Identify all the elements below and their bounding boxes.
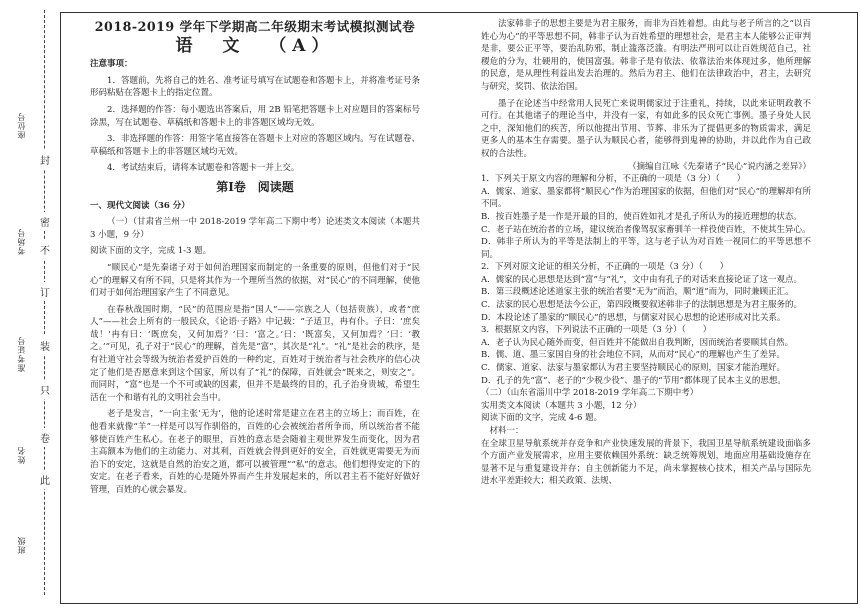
option: B．按百姓墨子是一作是开最的目的，使百姓如礼才是孔子所认为的接近理想的状态。 <box>481 211 802 222</box>
option: C．法家的民心思想是法今公正，第四段概要叙述韩非子的法制思想是为君主服务的。 <box>481 300 803 311</box>
passage-paragraph: 墨子在论述当中经常用人民死亡来说明儒家过于注重礼，持续，以此来证明政教不可行。在其他诸子的理论当中，并没有一家，有如此多的民众死亡事例。墨子身处人民之中，深知他们的疾苦，所以他提出节用、节葬、非乐为了提倡更多的物质需求，满足更多人的基本生存需要。墨子认为顺民心者，能够得到鬼神的协助，并以此作为自己政权的合法性。 <box>481 98 811 159</box>
subject-title <box>90 35 420 56</box>
note-item: 4．考试结束后，请将本试题卷和答题卡一并上交。 <box>107 163 300 174</box>
seal-char: 卷 <box>40 428 50 447</box>
notes-heading: 注意事项： <box>90 59 133 70</box>
question-3: 3．根据原文内容，下列说法不正确的一项是（3 分）（ ） <box>481 325 712 336</box>
part-intro: （二）（山东省淄川中学 2018-2019 学年高二下期中考） <box>481 388 699 399</box>
passage-paragraph: 在春秋战国时期，“民”的范围应是指“国人”——宗族之人（包括贵族），或者“庶人”——社会上所有的一般民众，《论语·子路》中记载：“子适卫，冉有仆。子曰：‘庶矣哉！’冉有曰：‘既庶矣，又何加焉？’曰：‘富之。’曰：‘既富矣，又何加焉？’曰：‘教之。’”可见，孔子对于“民心”的理解，首先是“富”，其次是“礼”。“礼”是社会的秩序，是有社道守社会等级为统治者爱护百姓的一种约定，百姓对于统治者与社会秩序的信心决定了他们是否愿意来到这个国家，所以有了“礼”的保障，百姓就会“既来之，则安之”。而同时，“富”也是一个不可或缺的因素，但并不是最终的目的，孔子治身贵城，希望生活在一个和谐有礼的文明社会当中。 <box>90 304 420 403</box>
passage-source: （摘编自江咏《先秦诸子“民心”说内涵之差异》） <box>628 161 811 172</box>
passage-paragraph: 老子是发言，“一向主张‘无为’，他的论述时常是建立在君主的立场上；而百姓，在他看来就像“羊”一样是可以写作驯俗的，百姓的心会被统治者所争而，所以统治者不能够使百姓产生私心。在老子的眼里，百姓的意志是会随着主观世界发生而变化，因为君主高额本为他们的主动能力、对其利，百姓就会得到更好的安全，百姓就更需要无为而治下的安定，这就是自然的治安之道，都可以被管理”“私”的意志。他们想得安定的下的安定。在老子看来，百姓的心是随外界而产生并发展起来的，所以君主若不能好好做好管理，百姓的心就会暴发。 <box>90 409 420 495</box>
seal-char: 封 <box>40 150 50 169</box>
material-label: 材料一： <box>489 426 524 436</box>
note-item: 3．非选择题的作答：用签字笔直接答在答题卡上对应的答题区域内。写在试题卷、草稿纸和答题卡上的非答题区域均无效。 <box>90 134 420 157</box>
subject-char: 文 <box>222 35 246 56</box>
part-instruction: 阅读下面的文字，完成 4-6 题。 <box>481 413 603 424</box>
seal-char: 不 <box>40 240 50 259</box>
passage-paragraph: 法家韩非子的思想主要是为君主服务，而非为百姓着想。由此与老子所言的之“以百姓心为心”的平等思想不同，韩非子认为百姓希望的理想社会，是君主本人能够公正审判是非，要公正平等，要治乱防邪，制止滥落泛滥。有明法严刑可以让百姓规范自己，社稷危的分为，壮硬用的，使国富强。韩非子是有依法、依靠法治来体现过多，他所理解的民意，是从理性利益出发去治理的。然后为君主、他们在法律政治中，君主，去研究与研究，奖罚、依法治国。 <box>481 19 811 92</box>
exam-room-label: 考场号 <box>17 228 26 255</box>
part-intro: （一）（甘肃省兰州一中 2018-2019 学年高二下期中考）论述类文本阅读（本题共 3 小题，9 分） <box>90 217 420 240</box>
seat-number-label: 座位号 <box>17 112 26 139</box>
seal-char: 密 <box>40 212 50 231</box>
class-label: 班级 <box>17 536 26 554</box>
part-heading: 一、现代文阅读（36 分） <box>90 200 190 211</box>
option: D．孔子的先“富”、老子的“少税少役”、墨子的“节用”都体现了民本主义的思想。 <box>481 375 786 386</box>
seal-char: 此 <box>40 470 50 489</box>
binding-margin <box>0 0 60 608</box>
option: D．本段论述了墨家的“顺民心”的思想，与儒家对民心思想的论述形成对比关系。 <box>481 312 786 323</box>
option: C．老子站在统治者的立场，建议统治者像驾驭家畜驯羊一样役使百姓，不使其生异心。 <box>481 224 811 235</box>
part-type: 实用类文本阅读（本题共 3 小题，12 分） <box>481 400 642 411</box>
option: D．韩非子所认为的平等是法制上的平等，这与老子认为对百姓一视同仁的平等思想不同。 <box>481 237 811 260</box>
option: B．儒、道、墨三家国自身的社会地位不同，从而对“民心”的理解也产生了差异。 <box>481 350 785 361</box>
subject-char: 语 <box>175 35 199 56</box>
option: C．儒家、道家、法家与墨家都认为君主要坚持顺民心的原则，国家才能治理好。 <box>481 363 786 374</box>
seal-char: 订 <box>40 282 50 301</box>
right-column <box>481 18 811 488</box>
note-item: 2．选择题的作答：每小题选出答案后，用 2B 铅笔把答题卡上对应题目的答案标号涂黑，写在试题卷、草稿纸和答题卡上的非答题区域均无效。 <box>90 104 420 128</box>
option: A．老子认为民心随外而变，但百姓并不能做出自我判断，因而统治者要顺其自然。 <box>481 337 794 348</box>
option: A．儒家、道家、墨家都将“顺民心”作为治理国家的依据，但他们对“民心”的理解却有所不同。 <box>481 186 811 210</box>
option: B．第三段概述论述道家主张的统治者要“无为”而治，顺“道”而为，同时兼顾正汇。 <box>481 287 794 298</box>
passage-paragraph: “顺民心”是先秦诸子对于如何治理国家而制定的一条重要的原则，但他们对于“民心”的理解又有所不同，只是将其作为一个理所当然的依据，对“民心”的不同理解，使他们对于如何治理国家产生了不同意见。 <box>90 262 420 299</box>
question-1: 1．下列关于原文内容的理解和分析，不正确的一项是（3 分）（ ） <box>481 174 746 185</box>
name-label: 姓名 <box>17 446 26 464</box>
section-title: 第Ⅰ卷 阅读题 <box>216 179 294 194</box>
exam-title: 2018-2019 学年下学期高二年级期末考试模拟测试卷 <box>94 19 416 34</box>
material-paragraph: 在全球卫星导航系统并存竞争和产业快速发展的背景下，我国卫星导航系统建设面临多个方面产业发展需求，应用主要依赖国外系统：缺乏统筹规划，地面应用基础设施存在显著不足与重复建设并存；自主创新能力不足，尚未掌握核心技术，相关产品与国际先进水平差距较大；相关政策、法规、 <box>481 438 811 487</box>
subject-version: （A） <box>269 35 335 56</box>
note-item: 1．答题前，先将自己的姓名、准考证号填写在试题卷和答题卡上，并将准考证号条形码粘贴在答题卡上的指定位置。 <box>90 75 420 99</box>
part-instruction: 阅读下面的文字，完成 1-3 题。 <box>90 246 212 257</box>
left-column <box>90 18 420 497</box>
admission-number-label: 准考证号 <box>17 336 26 372</box>
cut-line <box>44 10 45 595</box>
option: A．儒家的民心思想是达到“富”与“礼”，文中由有孔子的对话来直接论证了这一观点。 <box>481 274 803 285</box>
seal-char: 装 <box>40 336 50 355</box>
seal-char: 只 <box>40 380 50 399</box>
question-2: 2．下列对原文论证的相关分析，不正确的一项是（3 分）（ ） <box>481 262 729 273</box>
